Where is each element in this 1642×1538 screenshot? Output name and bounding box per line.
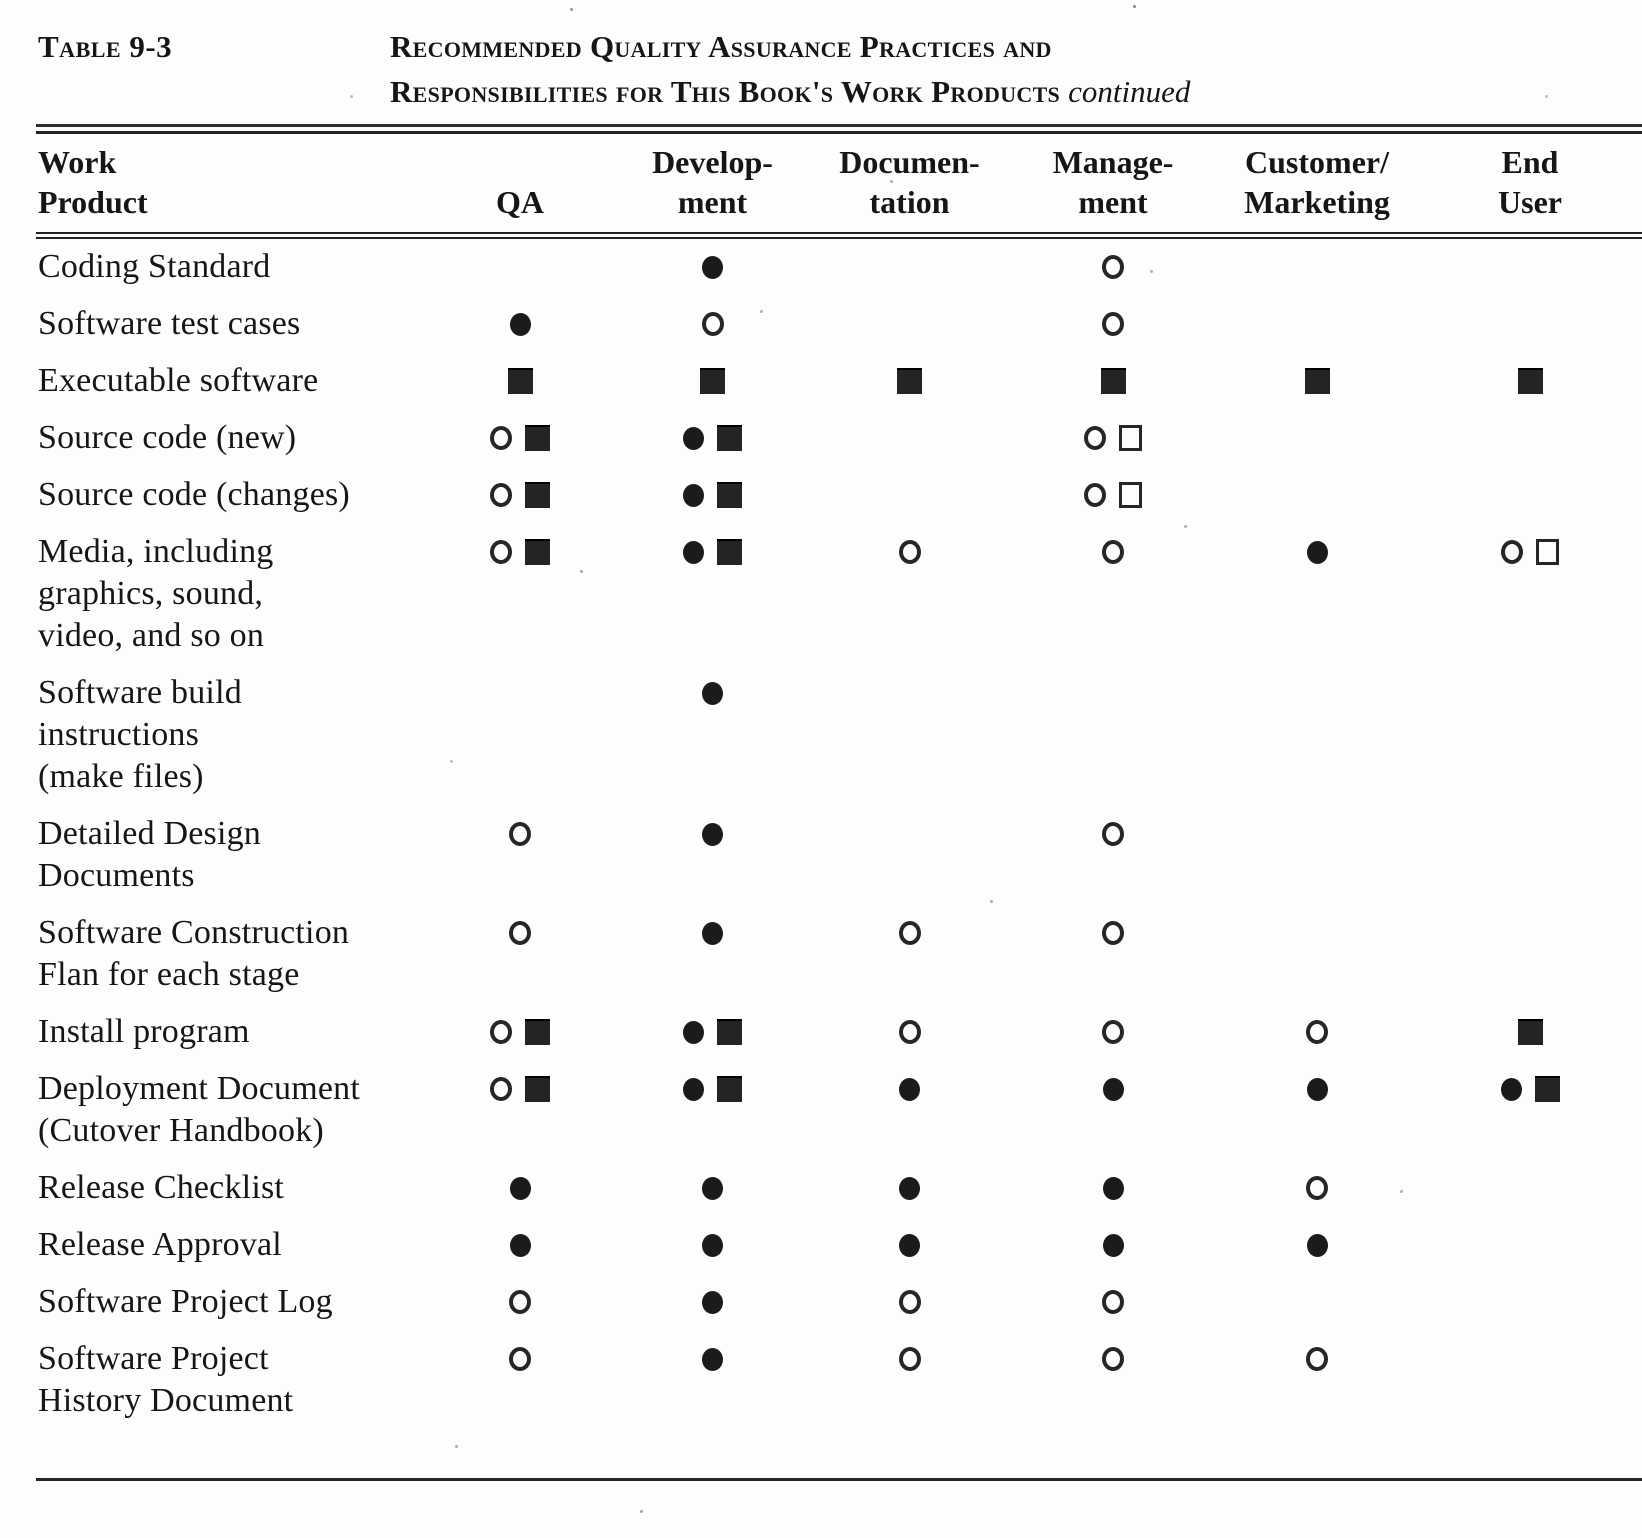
- cell-end_user: [1418, 1061, 1642, 1160]
- table-title-continued: continued: [1068, 74, 1191, 109]
- cell-documentation: [809, 1274, 1010, 1331]
- symbol-group: [616, 417, 809, 459]
- symbol-group: [1010, 531, 1216, 573]
- filled-circle-icon: [1307, 541, 1328, 564]
- filled-circle-icon: [899, 1234, 920, 1257]
- symbol-group: [1010, 1011, 1216, 1053]
- table-row: [36, 665, 1642, 806]
- symbol-group: [1010, 1224, 1216, 1266]
- open-circle-icon: [490, 426, 512, 450]
- cell-end_user: [1418, 524, 1642, 665]
- cell-development: [616, 1217, 809, 1274]
- cell-qa: [424, 236, 616, 297]
- open-circle-icon: [1102, 921, 1124, 945]
- open-circle-icon: [1102, 1020, 1124, 1044]
- cell-customer_marketing: [1216, 806, 1418, 905]
- open-circle-icon: [1102, 255, 1124, 279]
- cell-documentation: [809, 1331, 1010, 1430]
- symbol-group: [424, 1338, 616, 1380]
- symbol-group: [1010, 912, 1216, 954]
- filled-square-icon: [525, 482, 550, 508]
- filled-circle-icon: [510, 313, 531, 336]
- filled-square-icon: [525, 1019, 550, 1045]
- table-body: [36, 236, 1642, 1431]
- cell-qa: [424, 665, 616, 806]
- cell-management: [1010, 1004, 1216, 1061]
- cell-end_user: [1418, 236, 1642, 297]
- filled-square-icon: [508, 368, 533, 394]
- symbol-group: [1010, 360, 1216, 402]
- column-header-qa: QA: [424, 134, 616, 236]
- filled-circle-icon: [510, 1177, 531, 1200]
- symbol-group: [809, 531, 1010, 573]
- open-circle-icon: [702, 312, 724, 336]
- open-circle-icon: [1501, 540, 1523, 564]
- open-circle-icon: [899, 540, 921, 564]
- cell-development: [616, 236, 809, 297]
- cell-qa: [424, 1061, 616, 1160]
- cell-development: [616, 353, 809, 410]
- filled-circle-icon: [683, 427, 704, 450]
- symbol-group: [616, 672, 809, 714]
- cell-management: [1010, 665, 1216, 806]
- filled-circle-icon: [702, 1177, 723, 1200]
- cell-qa: [424, 1217, 616, 1274]
- cell-documentation: [809, 1061, 1010, 1160]
- cell-management: [1010, 353, 1216, 410]
- open-circle-icon: [509, 822, 531, 846]
- symbol-group: [1216, 360, 1418, 402]
- symbol-group: [1010, 246, 1216, 288]
- symbol-group: [809, 360, 1010, 402]
- symbol-group: [1418, 360, 1642, 402]
- symbol-group: [809, 1281, 1010, 1323]
- symbol-group: [424, 813, 616, 855]
- cell-documentation: [809, 236, 1010, 297]
- filled-circle-icon: [1307, 1234, 1328, 1257]
- symbol-group: [616, 1281, 809, 1323]
- open-circle-icon: [1306, 1176, 1328, 1200]
- symbol-group: [616, 531, 809, 573]
- filled-square-icon: [700, 368, 725, 394]
- open-circle-icon: [899, 1020, 921, 1044]
- work-product-cell: Software build instructions (make files): [38, 674, 242, 795]
- cell-documentation: [809, 296, 1010, 353]
- table-title-line1: Recommended Quality Assurance Practices and: [390, 29, 1052, 64]
- cell-qa: [424, 905, 616, 1004]
- symbol-group: [424, 474, 616, 516]
- filled-square-icon: [525, 425, 550, 451]
- cell-qa: [424, 467, 616, 524]
- filled-circle-icon: [683, 1078, 704, 1101]
- cell-end_user: [1418, 1160, 1642, 1217]
- cell-qa: [424, 524, 616, 665]
- symbol-group: [424, 1167, 616, 1209]
- header-row: [36, 134, 1642, 236]
- filled-circle-icon: [702, 256, 723, 279]
- work-product-cell: Deployment Document (Cutover Handbook): [38, 1070, 361, 1149]
- symbol-group: [424, 1068, 616, 1110]
- cell-customer_marketing: [1216, 467, 1418, 524]
- open-circle-icon: [1306, 1347, 1328, 1371]
- symbol-group: [809, 1068, 1010, 1110]
- filled-circle-icon: [899, 1177, 920, 1200]
- cell-management: [1010, 467, 1216, 524]
- table-row: [36, 410, 1642, 467]
- symbol-group: [1216, 531, 1418, 573]
- symbol-group: [1010, 1338, 1216, 1380]
- open-circle-icon: [1102, 1347, 1124, 1371]
- table-row: [36, 353, 1642, 410]
- cell-management: [1010, 410, 1216, 467]
- cell-customer_marketing: [1216, 1160, 1418, 1217]
- symbol-group: [424, 417, 616, 459]
- cell-end_user: [1418, 1331, 1642, 1430]
- cell-customer_marketing: [1216, 410, 1418, 467]
- table-row: [36, 1217, 1642, 1274]
- table-number-label: Table 9-3: [38, 29, 173, 64]
- table-title: [390, 24, 1190, 114]
- cell-documentation: [809, 665, 1010, 806]
- work-product-cell: Software Construction Flan for each stage: [38, 914, 350, 993]
- work-product-cell: Software Project History Document: [38, 1340, 294, 1419]
- open-square-icon: [1119, 425, 1142, 451]
- open-circle-icon: [1102, 1290, 1124, 1314]
- column-header-end_user: End User: [1418, 134, 1642, 236]
- cell-customer_marketing: [1216, 236, 1418, 297]
- open-circle-icon: [509, 1290, 531, 1314]
- cell-customer_marketing: [1216, 665, 1418, 806]
- open-square-icon: [1536, 539, 1559, 565]
- filled-circle-icon: [1103, 1234, 1124, 1257]
- symbol-group: [1418, 1011, 1642, 1053]
- symbol-group: [616, 360, 809, 402]
- symbol-group: [1216, 1068, 1418, 1110]
- filled-circle-icon: [702, 823, 723, 846]
- cell-end_user: [1418, 296, 1642, 353]
- symbol-group: [1418, 1068, 1642, 1110]
- cell-customer_marketing: [1216, 1331, 1418, 1430]
- symbol-group: [1010, 303, 1216, 345]
- filled-square-icon: [525, 539, 550, 565]
- symbol-group: [616, 1338, 809, 1380]
- symbol-group: [424, 531, 616, 573]
- bottom-rule: [36, 1478, 1642, 1481]
- symbol-group: [424, 360, 616, 402]
- open-circle-icon: [490, 540, 512, 564]
- cell-documentation: [809, 806, 1010, 905]
- symbol-group: [1418, 531, 1642, 573]
- table-row: [36, 1004, 1642, 1061]
- open-circle-icon: [509, 1347, 531, 1371]
- table-row: [36, 1331, 1642, 1430]
- cell-documentation: [809, 1160, 1010, 1217]
- symbol-group: [616, 813, 809, 855]
- open-circle-icon: [490, 1077, 512, 1101]
- symbol-group: [424, 912, 616, 954]
- symbol-group: [616, 474, 809, 516]
- open-circle-icon: [1084, 483, 1106, 507]
- cell-customer_marketing: [1216, 353, 1418, 410]
- cell-management: [1010, 1274, 1216, 1331]
- open-square-icon: [1119, 482, 1142, 508]
- cell-end_user: [1418, 1004, 1642, 1061]
- cell-customer_marketing: [1216, 1274, 1418, 1331]
- filled-circle-icon: [683, 541, 704, 564]
- table-caption: [0, 0, 1642, 114]
- cell-management: [1010, 524, 1216, 665]
- open-circle-icon: [899, 1347, 921, 1371]
- top-rule: [36, 124, 1642, 134]
- cell-end_user: [1418, 353, 1642, 410]
- cell-management: [1010, 236, 1216, 297]
- cell-development: [616, 410, 809, 467]
- cell-customer_marketing: [1216, 1061, 1418, 1160]
- cell-customer_marketing: [1216, 905, 1418, 1004]
- filled-square-icon: [525, 1076, 550, 1102]
- filled-square-icon: [1101, 368, 1126, 394]
- filled-circle-icon: [683, 484, 704, 507]
- cell-end_user: [1418, 665, 1642, 806]
- open-circle-icon: [1102, 312, 1124, 336]
- cell-documentation: [809, 467, 1010, 524]
- filled-square-icon: [717, 1076, 742, 1102]
- table-row: [36, 806, 1642, 905]
- column-header-work_product: Work Product: [36, 134, 424, 236]
- filled-square-icon: [717, 425, 742, 451]
- work-product-cell: Install program: [38, 1013, 250, 1050]
- cell-end_user: [1418, 806, 1642, 905]
- symbol-group: [424, 1224, 616, 1266]
- cell-customer_marketing: [1216, 1217, 1418, 1274]
- symbol-group: [1216, 1338, 1418, 1380]
- open-circle-icon: [490, 483, 512, 507]
- cell-development: [616, 1004, 809, 1061]
- open-circle-icon: [899, 1290, 921, 1314]
- filled-square-icon: [717, 482, 742, 508]
- filled-circle-icon: [683, 1021, 704, 1044]
- cell-development: [616, 296, 809, 353]
- cell-qa: [424, 353, 616, 410]
- cell-end_user: [1418, 905, 1642, 1004]
- cell-development: [616, 1160, 809, 1217]
- filled-circle-icon: [702, 1291, 723, 1314]
- open-circle-icon: [1306, 1020, 1328, 1044]
- table-row: [36, 467, 1642, 524]
- cell-end_user: [1418, 1217, 1642, 1274]
- cell-development: [616, 665, 809, 806]
- filled-square-icon: [1305, 368, 1330, 394]
- scan-noise: [570, 8, 573, 11]
- work-product-cell: Software test cases: [38, 305, 301, 342]
- filled-circle-icon: [1103, 1177, 1124, 1200]
- open-circle-icon: [1102, 822, 1124, 846]
- table-row: [36, 1274, 1642, 1331]
- cell-qa: [424, 1331, 616, 1430]
- filled-circle-icon: [702, 922, 723, 945]
- filled-circle-icon: [1501, 1078, 1522, 1101]
- cell-documentation: [809, 1004, 1010, 1061]
- qa-responsibilities-table: [36, 134, 1642, 1430]
- table-title-line2: Responsibilities for This Book's Work Products: [390, 74, 1061, 109]
- symbol-group: [809, 1224, 1010, 1266]
- symbol-group: [1010, 813, 1216, 855]
- symbol-group: [809, 1011, 1010, 1053]
- cell-end_user: [1418, 410, 1642, 467]
- table-row: [36, 524, 1642, 665]
- table-row: [36, 236, 1642, 297]
- cell-management: [1010, 1160, 1216, 1217]
- table-row: [36, 1160, 1642, 1217]
- cell-customer_marketing: [1216, 1004, 1418, 1061]
- work-product-cell: Release Approval: [38, 1226, 282, 1263]
- cell-documentation: [809, 1217, 1010, 1274]
- filled-square-icon: [1518, 1019, 1543, 1045]
- cell-qa: [424, 1160, 616, 1217]
- filled-square-icon: [1518, 368, 1543, 394]
- filled-circle-icon: [1307, 1078, 1328, 1101]
- work-product-cell: Source code (new): [38, 419, 297, 456]
- symbol-group: [616, 246, 809, 288]
- cell-development: [616, 524, 809, 665]
- symbol-group: [1010, 1167, 1216, 1209]
- open-circle-icon: [899, 921, 921, 945]
- symbol-group: [1010, 1281, 1216, 1323]
- cell-development: [616, 1061, 809, 1160]
- cell-development: [616, 1274, 809, 1331]
- symbol-group: [809, 1167, 1010, 1209]
- open-circle-icon: [1102, 540, 1124, 564]
- cell-documentation: [809, 524, 1010, 665]
- cell-customer_marketing: [1216, 524, 1418, 665]
- filled-circle-icon: [1103, 1078, 1124, 1101]
- symbol-group: [424, 303, 616, 345]
- cell-management: [1010, 806, 1216, 905]
- filled-square-icon: [717, 539, 742, 565]
- column-header-development: Develop- ment: [616, 134, 809, 236]
- filled-circle-icon: [702, 1234, 723, 1257]
- symbol-group: [424, 1011, 616, 1053]
- work-product-cell: Detailed Design Documents: [38, 815, 261, 894]
- symbol-group: [616, 1167, 809, 1209]
- symbol-group: [616, 303, 809, 345]
- cell-documentation: [809, 905, 1010, 1004]
- symbol-group: [616, 912, 809, 954]
- symbol-group: [1010, 1068, 1216, 1110]
- table-row: [36, 1061, 1642, 1160]
- cell-qa: [424, 806, 616, 905]
- filled-square-icon: [1535, 1076, 1560, 1102]
- symbol-group: [1216, 1011, 1418, 1053]
- cell-end_user: [1418, 1274, 1642, 1331]
- cell-documentation: [809, 353, 1010, 410]
- filled-square-icon: [717, 1019, 742, 1045]
- table-row: [36, 905, 1642, 1004]
- cell-qa: [424, 410, 616, 467]
- work-product-cell: Source code (changes): [38, 476, 350, 513]
- cell-qa: [424, 296, 616, 353]
- column-header-customer_marketing: Customer/ Marketing: [1216, 134, 1418, 236]
- filled-circle-icon: [702, 682, 723, 705]
- cell-customer_marketing: [1216, 296, 1418, 353]
- cell-development: [616, 905, 809, 1004]
- cell-management: [1010, 296, 1216, 353]
- cell-management: [1010, 1061, 1216, 1160]
- cell-qa: [424, 1274, 616, 1331]
- symbol-group: [1216, 1224, 1418, 1266]
- work-product-cell: Software Project Log: [38, 1283, 333, 1320]
- work-product-cell: Coding Standard: [38, 248, 271, 285]
- cell-documentation: [809, 410, 1010, 467]
- symbol-group: [1010, 417, 1216, 459]
- work-product-cell: Release Checklist: [38, 1169, 285, 1206]
- filled-circle-icon: [702, 1348, 723, 1371]
- filled-circle-icon: [510, 1234, 531, 1257]
- symbol-group: [616, 1224, 809, 1266]
- cell-development: [616, 1331, 809, 1430]
- cell-management: [1010, 1217, 1216, 1274]
- open-circle-icon: [509, 921, 531, 945]
- filled-circle-icon: [899, 1078, 920, 1101]
- table-header: [36, 134, 1642, 236]
- cell-management: [1010, 905, 1216, 1004]
- symbol-group: [1216, 1167, 1418, 1209]
- symbol-group: [809, 912, 1010, 954]
- cell-qa: [424, 1004, 616, 1061]
- symbol-group: [809, 1338, 1010, 1380]
- work-product-cell: Executable software: [38, 362, 319, 399]
- symbol-group: [424, 1281, 616, 1323]
- cell-end_user: [1418, 467, 1642, 524]
- cell-development: [616, 806, 809, 905]
- filled-square-icon: [897, 368, 922, 394]
- symbol-group: [616, 1011, 809, 1053]
- symbol-group: [616, 1068, 809, 1110]
- symbol-group: [1010, 474, 1216, 516]
- open-circle-icon: [1084, 426, 1106, 450]
- cell-management: [1010, 1331, 1216, 1430]
- work-product-cell: Media, including graphics, sound, video, and so on: [38, 533, 274, 654]
- column-header-documentation: Documen- tation: [809, 134, 1010, 236]
- column-header-management: Manage- ment: [1010, 134, 1216, 236]
- table-row: [36, 296, 1642, 353]
- cell-development: [616, 467, 809, 524]
- open-circle-icon: [490, 1020, 512, 1044]
